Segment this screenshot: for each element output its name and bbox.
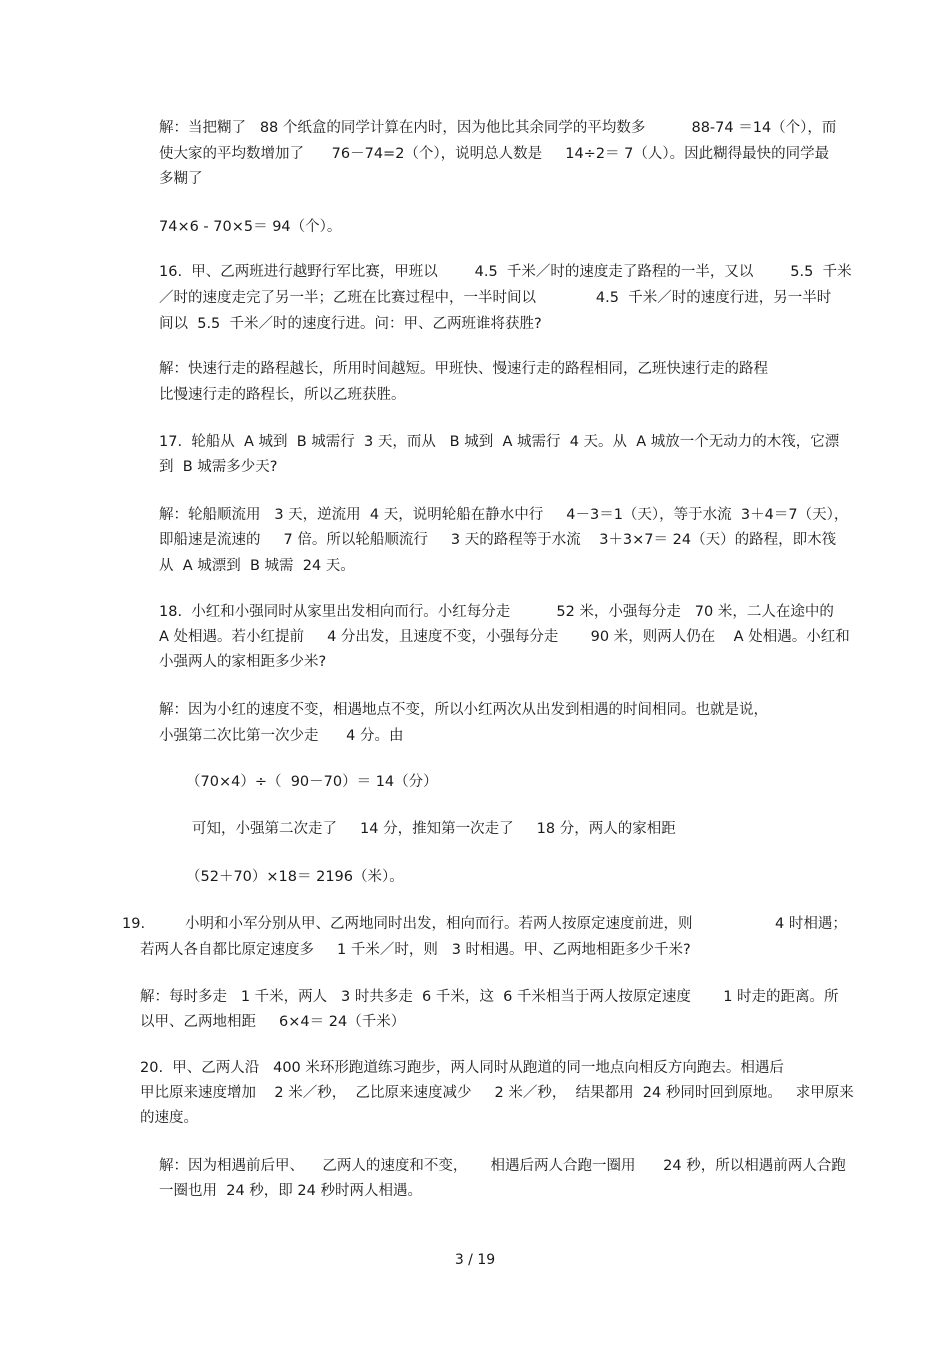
text-line: 解：每时多走 1 千米，两人 3 时共多走 6 千米，这 6 千米相当于两人按原定速度 1 时走的距离。所 — [140, 989, 839, 1005]
problem-number: 19. — [122, 916, 146, 932]
problem-line: 到 B 城需多少天? — [159, 459, 278, 475]
problem-line: 4 时相遇； — [775, 916, 847, 932]
problem-line: 小明和小军分别从甲、乙两地同时出发，相向而行。若两人按原定速度前进，则 — [185, 916, 693, 932]
text-line: 从 A 城漂到 B 城需 24 天。 — [159, 558, 355, 574]
problem-line: A 处相遇。若小红提前 4 分出发，且速度不变，小强每分走 90 米，则两人仍在 A 处相遇。小红和 — [159, 629, 850, 645]
problem-line: 17. 轮船从 A 城到 B 城需行 3 天，而从 B 城到 A 城需行 4 天。从 A 城放一个无动力的木筏，它漂 — [159, 434, 840, 450]
formula-line: 74×6 - 70×5＝ 94（个）。 — [159, 219, 342, 235]
text-line: 小强第二次比第一次少走 4 分。由 — [159, 728, 404, 744]
text-line: 可知，小强第二次走了 14 分，推知第一次走了 18 分，两人的家相距 — [192, 821, 676, 837]
text-line: 解：快速行走的路程越长，所用时间越短。甲班快、慢速行走的路程相同，乙班快速行走的路程 — [159, 361, 768, 377]
text-line: 一圈也用 24 秒，即 24 秒时两人相遇。 — [159, 1183, 422, 1199]
text-line: 即船速是流速的 7 倍。所以轮船顺流行 3 天的路程等于水流 3＋3×7＝ 24（天）的路程，即木筏 — [159, 532, 837, 548]
text-line: 解：当把糊了 88 个纸盒的同学计算在内时，因为他比其余同学的平均数多 88-74 ＝14（个），而 — [159, 120, 837, 136]
formula-line: （52＋70）×18＝ 2196（米）。 — [186, 869, 404, 885]
problem-line: 16. 甲、乙两班进行越野行军比赛，甲班以 4.5 千米／时的速度走了路程的一半，又以 5.5 千米 — [159, 264, 852, 280]
problem-line: ／时的速度走完了另一半；乙班在比赛过程中，一半时间以 4.5 千米／时的速度行进，另一半时 — [159, 290, 832, 306]
page-number: 3 / 19 — [454, 1252, 496, 1268]
problem-line: 的速度。 — [140, 1110, 198, 1126]
text-line: 使大家的平均数增加了 76－74=2（个），说明总人数是 14÷2＝ 7（人）。因此糊得最快的同学最 — [159, 146, 830, 162]
problem-line: 甲比原来速度增加 2 米／秒， 乙比原来速度减少 2 米／秒， 结果都用 24 秒同时回到原地。 求甲原来 — [140, 1085, 854, 1101]
problem-line: 20. 甲、乙两人沿 400 米环形跑道练习跑步，两人同时从跑道的同一地点向相反方向跑去。相遇后 — [140, 1060, 784, 1076]
problem-line: 间以 5.5 千米／时的速度行进。问：甲、乙两班谁将获胜? — [159, 316, 542, 332]
text-line: 解：轮船顺流用 3 天，逆流用 4 天，说明轮船在静水中行 4－3＝1（天），等于水流 3＋4＝7（天）， — [159, 507, 849, 523]
problem-line: 若两人各自都比原定速度多 1 千米／时，则 3 时相遇。甲、乙两地相距多少千米? — [140, 942, 691, 958]
text-line: 多糊了 — [159, 171, 203, 187]
text-line: 解：因为相遇前后甲、 乙两人的速度和不变， 相遇后两人合跑一圈用 24 秒，所以相遇前两人合跑 — [159, 1158, 846, 1174]
problem-line: 18. 小红和小强同时从家里出发相向而行。小红每分走 52 米，小强每分走 70 米，二人在途中的 — [159, 604, 834, 620]
text-line: 比慢速行走的路程长，所以乙班获胜。 — [159, 387, 406, 403]
text-line: 以甲、乙两地相距 6×4＝ 24（千米） — [140, 1014, 406, 1030]
problem-line: 小强两人的家相距多少米? — [159, 654, 327, 670]
text-line: 解：因为小红的速度不变，相遇地点不变，所以小红两次从出发到相遇的时间相同。也就是说， — [159, 702, 768, 718]
formula-line: （70×4）÷（ 90－70）＝ 14（分） — [186, 774, 438, 790]
